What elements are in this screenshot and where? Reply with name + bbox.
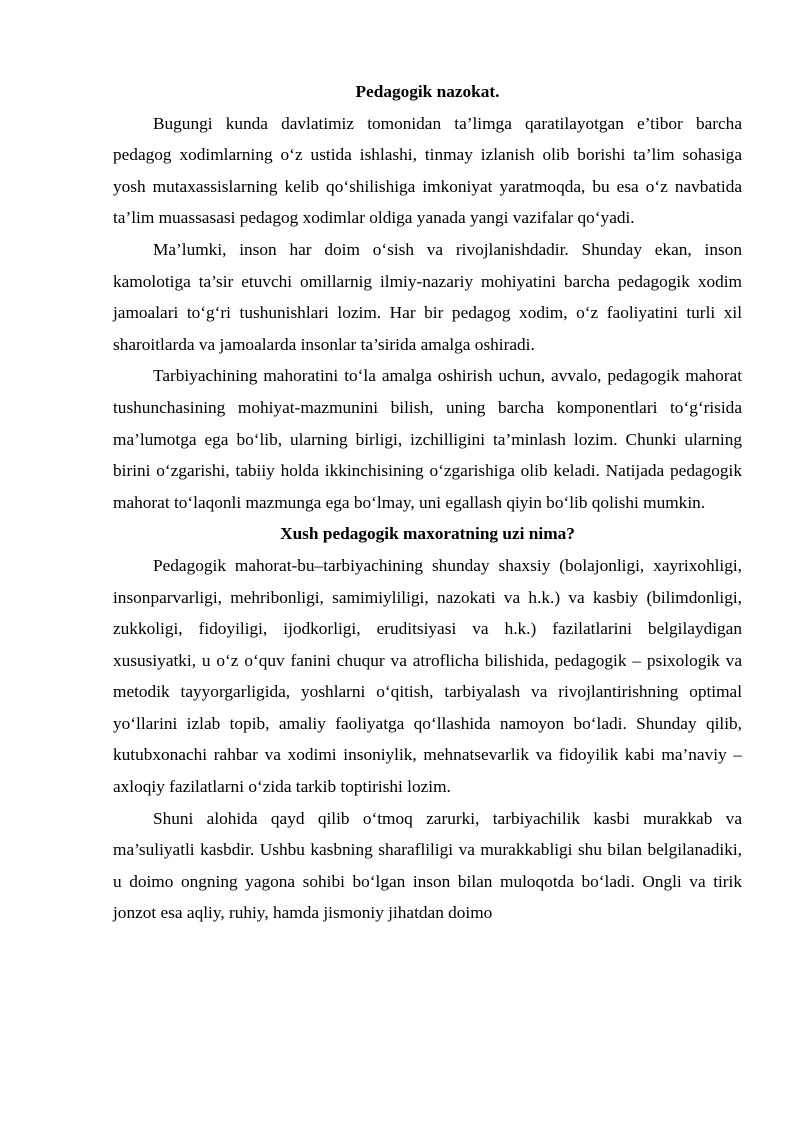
paragraph-mastery: Tarbiyachining mahoratini to‘la amalga oshirish uchun, avvalo, pedagogik mahorat tushunchasining mohiyat-mazmunini bilish, uning barcha komponentlari to‘g‘risida ma’lumotga ega bo‘lib, ularning birligi, izchilligini ta’minlash lozim. Chunki ularning birini o‘zgarishi, tabiiy holda ikkinchisining o‘zgarishiga olib keladi. Natijada pedagogik mahorat to‘laqonli mazmunga ega bo‘lmay, uni egallash qiyin bo‘lib qolishi mumkin. xyxy=(113,366,742,512)
paragraph-intro: Bugungi kunda davlatimiz tomonidan ta’limga qaratilayotgan e’tibor barcha pedagog xodimlarning o‘z ustida ishlashi, tinmay izlanish olib borishi ta’lim sohasiga yosh mutaxassislarning kelib qo‘shilishiga imkoniyat yaratmoqda, bu esa o‘z navbatida ta’lim muassasasi pedagog xodimlar oldiga yanada yangi vazifalar qo‘yadi. xyxy=(113,113,742,228)
document-title: Pedagogik nazokat. xyxy=(355,82,500,101)
paragraph-definition: Pedagogik mahorat-bu–tarbiyachining shunday shaxsiy (bolajonligi, xayrixohligi, insonparvarligi, mehribonligi, samimiyliligi, nazokati va h.k.) va kasbiy (bilimdonligi, zukkoligi, fidoyiligi, ijodkorligi, eruditsiyasi va h.k.) fazilatlarini belgilaydigan xususiyatki, u o‘z o‘quv fanini chuqur va atroflicha bilishida, pedagogik – psixologik va metodik tayyorgarligida, yoshlarni o‘qitish, tarbiyalash va rivojlantirishning optimal yo‘llarini izlab topib, amaliy faoliyatga qo‘llashida namoyon bo‘ladi. Shunday qilib, kutubxonachi rahbar va xodimi insoniylik, mehnatsevarlik va fidoyilik kabi ma’naviy – axloqiy fazilatlarni o‘zida tarkib toptirishi lozim. xyxy=(113,555,742,797)
document-page xyxy=(113,76,742,929)
paragraph-development: Ma’lumki, inson har doim o‘sish va rivojlanishdadir. Shunday ekan, inson kamolotiga ta’sir etuvchi omillarnig ilmiy-nazariy mohiyatini barcha pedagogik xodim jamoalari to‘g‘ri tushunishlari lozim. Har bir pedagog xodim, o‘z faoliyatini turli xil sharoitlarda va jamoalarda insonlar ta’sirida amalga oshiradi. xyxy=(113,239,742,354)
paragraph-profession: Shuni alohida qayd qilib o‘tmoq zarurki, tarbiyachilik kasbi murakkab va ma’suliyatli kasbdir. Ushbu kasbning sharafliligi va murakkabligi shu bilan belgilanadiki, u doimo ongning yagona sohibi bo‘lgan inson bilan muloqotda bo‘ladi. Ongli va tirik jonzot esa aqliy, ruhiy, hamda jismoniy jihatdan doimo xyxy=(113,808,742,923)
section-subheading: Xush pedagogik maxoratning uzi nima? xyxy=(280,524,575,544)
